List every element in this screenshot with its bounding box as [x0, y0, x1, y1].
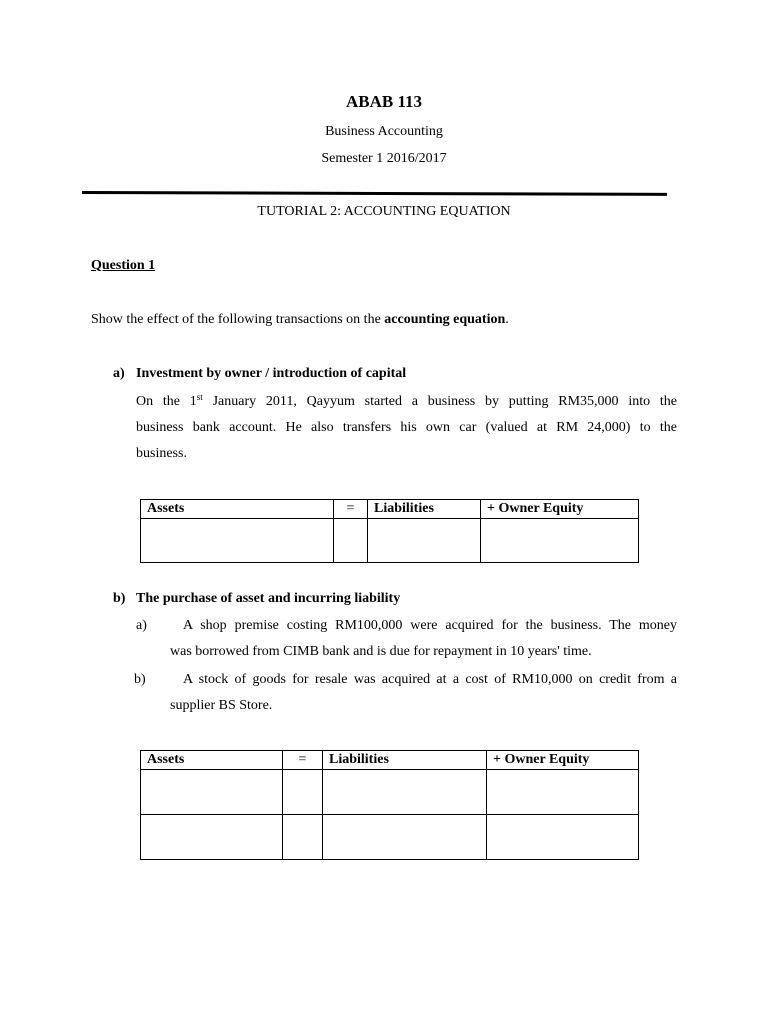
section-b-item-b-line-1: A stock of goods for resale was acquired at a cost of RM10,000 on credit from a [183, 672, 677, 687]
section-a-line1-pre: On the 1 [136, 394, 197, 409]
table-b-header-equals: = [283, 751, 323, 770]
section-b-heading [113, 591, 400, 607]
table-b-header-liabilities: Liabilities [323, 751, 487, 770]
table-b-row1-assets [141, 770, 283, 815]
instruction-bold: accounting equation [384, 312, 506, 327]
table-b-header-assets: Assets [141, 751, 283, 770]
section-a-line1-sup: st [196, 392, 203, 402]
section-a-label: a) [113, 366, 125, 381]
section-b-item-b [170, 667, 677, 719]
section-b-title: The purchase of asset and incurring liability [136, 591, 401, 606]
instruction-suffix: . [505, 312, 509, 327]
section-b-item-a-line-2: was borrowed from CIMB bank and is due for repayment in 10 years' time. [170, 644, 592, 659]
section-b-item-a-letter: a) [136, 618, 147, 633]
table-b-row2-assets [141, 815, 283, 860]
section-b-item-a-line-1: A shop premise costing RM100,000 were acquired for the business. The money [183, 618, 677, 633]
section-b-item-b-letter: b) [134, 672, 146, 687]
semester: Semester 1 2016/2017 [321, 151, 447, 166]
header-divider [82, 191, 667, 196]
section-a-line-2: business bank account. He also transfers his own car (valued at RM 24,000) to the [136, 420, 677, 435]
table-b-row2-liabilities [323, 815, 487, 860]
table-a-header-liabilities: Liabilities [368, 500, 481, 519]
table-b-row1-owner-equity [487, 770, 639, 815]
section-a-title: Investment by owner / introduction of capital [136, 366, 407, 381]
tutorial-title: TUTORIAL 2: ACCOUNTING EQUATION [257, 204, 511, 219]
table-a-header-assets: Assets [141, 500, 334, 519]
section-b-label: b) [113, 591, 126, 606]
table-b-row2-equals [283, 815, 323, 860]
section-b-item-a [170, 613, 677, 665]
section-a-heading [113, 366, 406, 382]
course-name: Business Accounting [325, 124, 443, 139]
section-a-line-1 [136, 389, 677, 415]
table-a-cell-equals [334, 519, 368, 563]
section-b-item-b-line-2: supplier BS Store. [170, 698, 273, 713]
equation-table-a [140, 499, 639, 563]
section-a-line1-post: January 2011, Qayyum started a business by putting RM35,000 into the [202, 394, 677, 409]
table-b-row2-owner-equity [487, 815, 639, 860]
table-b-row1-liabilities [323, 770, 487, 815]
question-instruction [91, 312, 509, 328]
question-title: Question 1 [91, 258, 156, 273]
table-a-cell-assets [141, 519, 334, 563]
table-a-header-equals: = [334, 500, 368, 519]
table-b-header-owner-equity: + Owner Equity [487, 751, 639, 770]
section-a-line-3: business. [136, 446, 187, 461]
equation-table-b [140, 750, 639, 860]
table-a-cell-owner-equity [481, 519, 639, 563]
table-a-header-owner-equity: + Owner Equity [481, 500, 639, 519]
table-b-row1-equals [283, 770, 323, 815]
instruction-prefix: Show the effect of the following transactions on the [91, 312, 385, 327]
course-code: ABAB 113 [345, 92, 423, 111]
section-a-paragraph [136, 389, 677, 467]
table-a-cell-liabilities [368, 519, 481, 563]
